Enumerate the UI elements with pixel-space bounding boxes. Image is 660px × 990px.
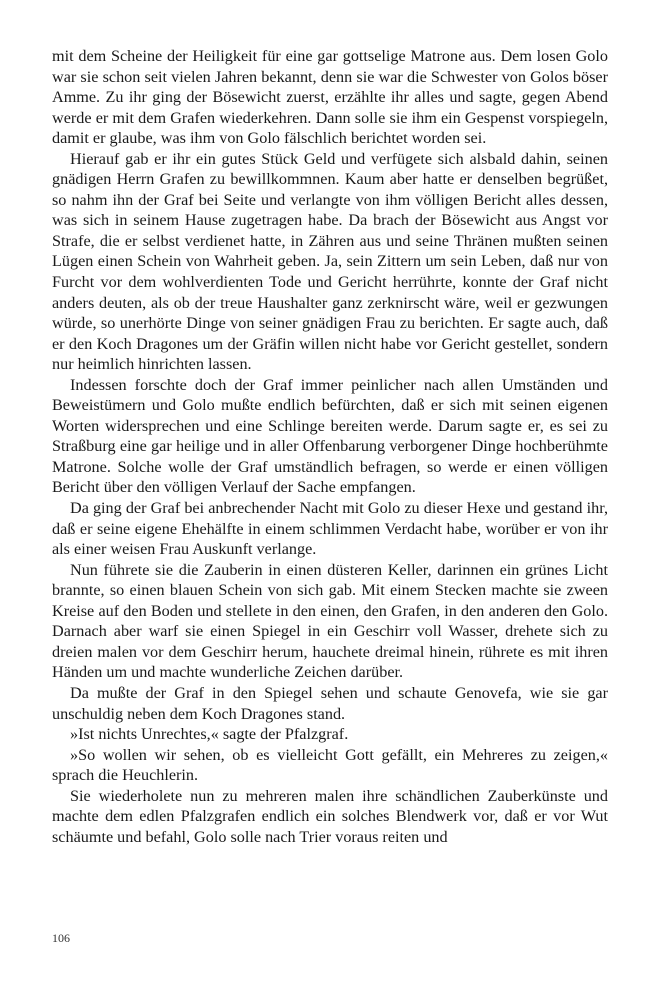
paragraph-5: Nun führete sie die Zauberin in einen düsteren Keller, darinnen ein grünes Licht brannte, so einen blauen Schein von sich gab. Mit einem Stecken machte sie zween Kreise auf den Boden und stellete in den einen, den Grafen, in den anderen den Golo. Darnach aber warf sie einen Spiegel in ein Geschirr voll Wasser, drehete sich zu dreien malen vor dem Geschirr herum, hauchete dreimal hinein, rührete es mit ihren Händen um und machte wunderliche Zeichen darüber.: [52, 560, 608, 682]
paragraph-1: mit dem Scheine der Heiligkeit für eine gar gottselige Matrone aus. Dem losen Golo war sie schon seit vielen Jahren bekannt, denn sie war die Schwester von Golos böser Amme. Zu ihr ging der Bösewicht zuerst, erzählte ihr alles und sagte, gegen Abend werde er mit dem Grafen wiederkehren. Dann solle sie ihm ein Gespenst vorspiegeln, damit er glaube, was ihm von Golo fälschlich berichtet worden sei.: [52, 47, 608, 148]
paragraph-4: Da ging der Graf bei anbrechender Nacht mit Golo zu dieser Hexe und gestand ihr, daß er seine eigene Ehehälfte in einem schlimmen Verdacht habe, worüber er von ihr als einer weisen Frau Auskunft verlange.: [52, 499, 608, 559]
paragraph-3: Indessen forschte doch der Graf immer peinlicher nach allen Umständen und Beweistümern und Golo mußte endlich befürchten, daß er sich mit seinen eigenen Worten widersprechen und eine Schlinge bereiten werde. Darum sagte er, es sei zu Straßburg eine gar heilige und in aller Offenbarung verborgener Dinge hochberühmte Matrone. Solche wolle der Graf umständlich befragen, so werde er einen völligen Bericht über den völligen Verlauf der Sache empfangen.: [52, 375, 608, 497]
paragraph-9: Sie wiederholete nun zu mehreren malen ihre schändlichen Zauberkünste und machte dem edlen Pfalzgrafen endlich ein solches Blendwerk vor, daß er vor Wut schäumte und befahl, Golo solle nach Trier voraus reiten und: [52, 786, 608, 846]
paragraph-2: Hierauf gab er ihr ein gutes Stück Geld und verfügete sich alsbald dahin, seinen gnädigen Herrn Grafen zu bewillkommnen. Kaum aber hatte er denselben begrüßet, so nahm ihn der Graf bei Seite und verlangte von ihm völligen Bericht alles dessen, was sich in seinem Hause zugetragen habe. Da brach der Bösewicht aus Angst vor Strafe, die er selbst verdienet hatte, in Zähren aus und seine Thränen mußten seinen Lügen einen Schein von Wahrheit geben. Ja, sein Zittern um sein Leben, daß nur von Furcht vor dem wohlverdienten Tode und Gericht herrührte, konnte der Graf nicht anders deuten, als ob der treue Haushalter ganz zerknirscht wäre, weil er gezwungen würde, so unerhörte Dinge von seiner gnädigen Frau zu berichten. Er sagte auch, daß er den Koch Dragones um der Gräfin willen nicht habe vor Gericht gestellet, sondern nur heimlich hinrichten lassen.: [52, 149, 608, 374]
paragraph-8: »So wollen wir sehen, ob es vielleicht Gott gefällt, ein Mehreres zu zeigen,« sprach die Heuchlerin.: [52, 745, 608, 785]
page-text-body: [52, 46, 608, 847]
page-number: 106: [52, 931, 70, 945]
paragraph-6: Da mußte der Graf in den Spiegel sehen und schaute Genovefa, wie sie gar unschuldig neben dem Koch Dragones stand.: [52, 683, 608, 723]
paragraph-7: »Ist nichts Unrechtes,« sagte der Pfalzgraf.: [70, 725, 349, 744]
